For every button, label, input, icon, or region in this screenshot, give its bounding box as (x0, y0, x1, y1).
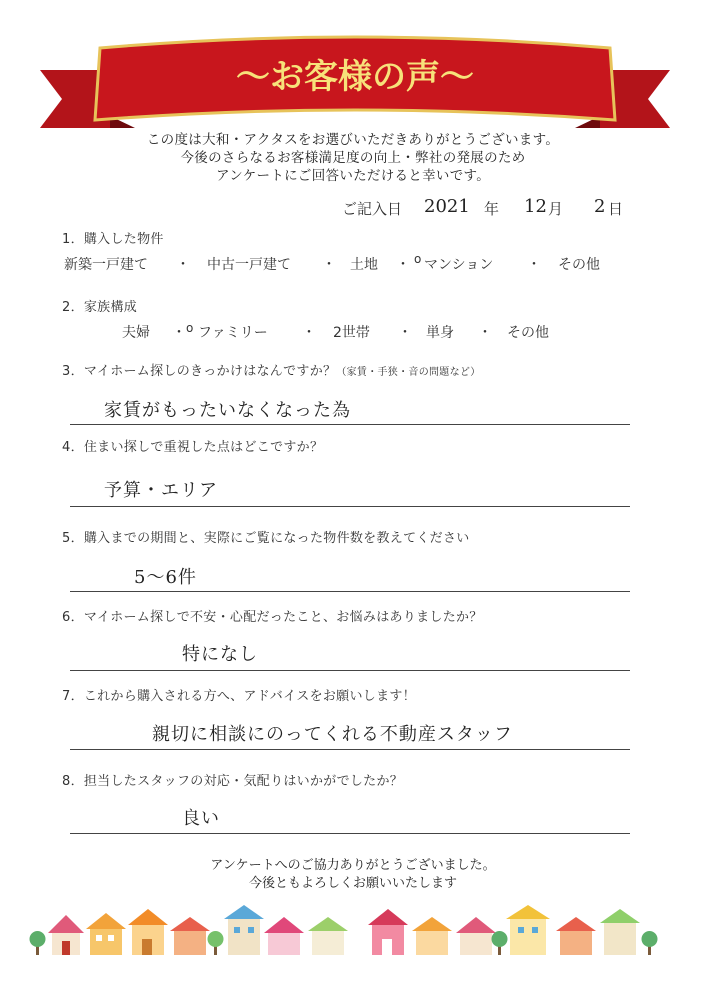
house-icon (506, 905, 550, 955)
house-icon (456, 917, 496, 955)
intro-line-3: アンケートにご回答いただけると幸いです。 (215, 168, 491, 184)
house-icon (170, 917, 210, 955)
answer-7-line (70, 749, 630, 750)
q1-option-mansion[interactable]: マンション (424, 257, 494, 273)
house-illustration (28, 905, 664, 965)
q1-option-used-house[interactable]: 中古一戸建て (207, 257, 291, 273)
q1-selected-mark: o (414, 252, 422, 266)
banner-title: ～お客様の声～ (236, 57, 474, 97)
answer-8: 良い (182, 808, 220, 829)
question-7: 7．これから購入される方へ、アドバイスをお願いします！ (62, 689, 416, 704)
date-row (342, 196, 662, 222)
date-label: ご記入日 (342, 200, 403, 218)
answer-6: 特になし (182, 644, 258, 665)
answer-4-line (70, 506, 630, 507)
date-year: 2021 (424, 196, 470, 217)
answer-8-line (70, 833, 630, 834)
thanks-line-2: 今後ともよろしくお願いいたします (248, 876, 457, 891)
question-2: 2．家族構成 (62, 300, 138, 315)
house-icon (368, 909, 408, 955)
answer-4: 予算・エリア (104, 480, 218, 501)
q2-selected-mark: o (186, 321, 194, 335)
question-3-text: 3．マイホーム探しのきっかけはなんですか？ (62, 364, 337, 379)
tree-icon (208, 931, 224, 955)
house-icon (600, 909, 640, 955)
tree-icon (30, 931, 46, 955)
answer-5: 5～6件 (134, 567, 197, 588)
date-year-unit: 年 (484, 200, 500, 218)
question-5: 5．購入までの期間と、実際にご覧になった物件数を教えてください (62, 531, 470, 546)
q2-option-two-generation[interactable]: 2世帯 (333, 325, 370, 341)
question-6: 6．マイホーム探しで不安・心配だったこと、お悩みはありましたか？ (62, 610, 483, 625)
house-icon (412, 917, 452, 955)
question-3 (62, 360, 481, 379)
question-3-note: （家賃・手狭・音の問題など） (336, 367, 481, 378)
house-icon (264, 917, 304, 955)
date-day: 2 (594, 196, 606, 217)
question-1: 1．購入した物件 (62, 232, 164, 247)
house-icon (224, 905, 264, 955)
answer-3: 家賃がもったいなくなった為 (104, 400, 351, 421)
q1-option-other[interactable]: その他 (558, 257, 600, 273)
house-icon (308, 917, 348, 955)
question-8: 8．担当したスタッフの対応・気配りはいかがでしたか？ (62, 774, 404, 789)
answer-7: 親切に相談にのってくれる不動産スタッフ (152, 724, 513, 745)
answer-5-line (70, 591, 630, 592)
q2-option-family[interactable]: ファミリー (198, 325, 268, 341)
q2-option-single[interactable]: 単身 (426, 325, 454, 341)
q2-option-couple[interactable]: 夫婦 (122, 325, 150, 341)
intro-line-2: 今後のさらなるお客様満足度の向上・弊社の発展のため (180, 150, 526, 166)
q2-option-other[interactable]: その他 (507, 325, 549, 341)
house-icon (86, 913, 126, 955)
answer-6-line (70, 670, 630, 671)
date-month-unit: 月 (548, 200, 564, 218)
question-4: 4．住まい探しで重視した点はどこですか？ (62, 440, 324, 455)
tree-icon (492, 931, 508, 955)
q1-option-land[interactable]: 土地 (350, 257, 378, 273)
intro-line-1: この度は大和・アクタスをお選びいただきありがとうございます。 (146, 132, 560, 148)
house-icon (128, 909, 168, 955)
house-icon (48, 915, 84, 955)
tree-icon (642, 931, 658, 955)
house-icon (556, 917, 596, 955)
q1-option-new-house[interactable]: 新築一戸建て (64, 257, 148, 273)
q1-options: 新築一戸建て ・ 中古一戸建て ・ 土地 ・ o マンション ・ その他 (64, 252, 600, 273)
thanks-line-1: アンケートへのご協力ありがとうございました。 (210, 858, 496, 873)
answer-3-line (70, 424, 630, 425)
q2-options: 夫婦 ・ o ファミリー ・ 2世帯 ・ 単身 ・ その他 (122, 321, 549, 341)
date-day-unit: 日 (608, 200, 624, 218)
date-month: 12 (524, 196, 547, 217)
